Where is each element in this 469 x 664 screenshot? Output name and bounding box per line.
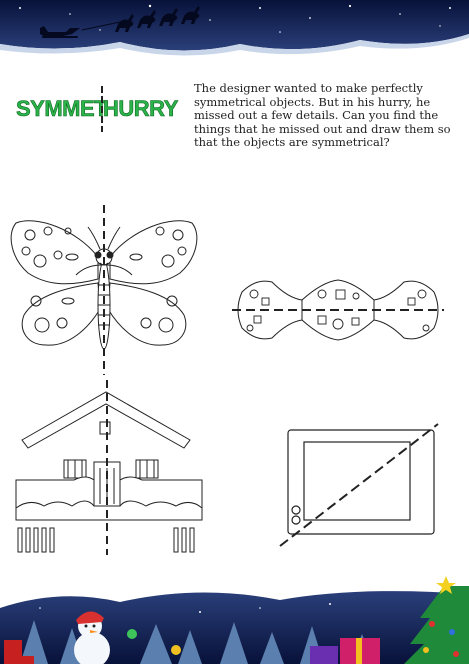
house-figure (10, 380, 210, 555)
title-left: SYMMET (16, 96, 108, 121)
instructions-text: The designer wanted to make perfectly symmetrical objects. But in his hurry, he missed out a few details. Can you find the things that he missed out and draw them so that the objects are symmetrical? (194, 81, 451, 149)
header-night-banner (0, 0, 469, 60)
candy-figure (232, 272, 444, 348)
butterfly-figure (6, 205, 202, 375)
title-right: HURRY (103, 96, 178, 121)
worksheet-title (14, 86, 178, 132)
frame-figure (276, 420, 442, 550)
footer-christmas-banner (0, 568, 469, 664)
